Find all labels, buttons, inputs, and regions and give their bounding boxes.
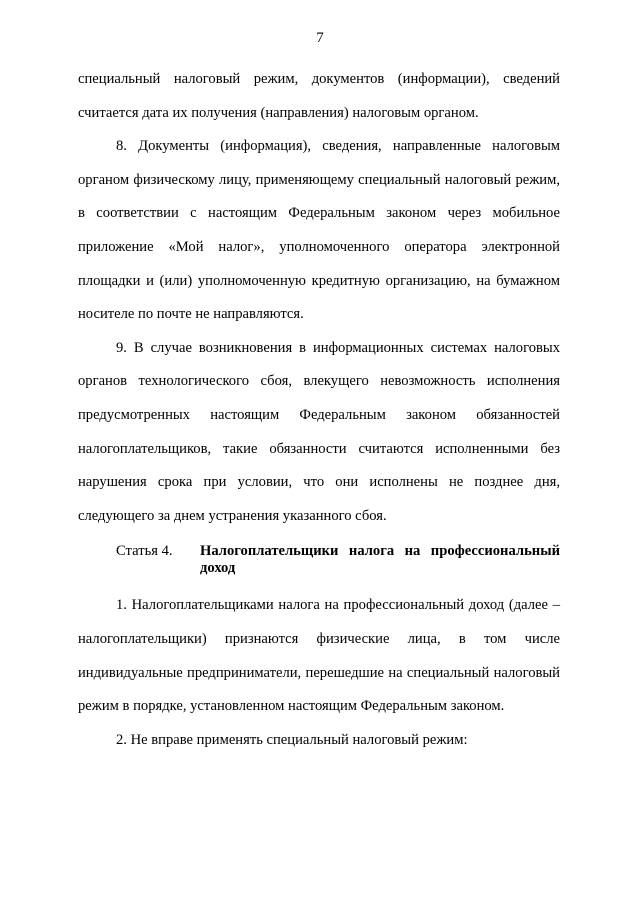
article-title-line-2: доход [200, 560, 236, 577]
article-label: Статья 4. [116, 543, 173, 560]
article-4-paragraph-2: 2. Не вправе применять специальный налоговый режим: [116, 731, 468, 748]
document-body [78, 63, 560, 757]
article-4-heading [78, 543, 560, 577]
article-title [200, 543, 560, 577]
article-4-paragraph-1: 1. Налогоплательщиками налога на профессиональный доход (далее – налогоплательщики) признаются физические лица, в том числе индивидуальные предприниматели, перешедшие на специальный налоговый режим в порядке, установленном настоящим Федеральным законом. [78, 597, 560, 715]
paragraph-8: 8. Документы (информация), сведения, направленные налоговым органом физическому лицу, применяющему специальный налоговый режим, в соответствии с настоящим Федеральным законом через мобильное приложение «Мой налог», уполномоченного оператора электронной площадки и (или) уполномоченную кредитную организацию, на бумажном носителе по почте не направляются. [78, 138, 560, 323]
page-number: 7 [316, 30, 324, 46]
paragraph-9: 9. В случае возникновения в информационных системах налоговых органов технологического сбоя, влекущего невозможность исполнения предусмотренных настоящим Федеральным законом обязанностей налогоплательщиков, такие обязанности считаются исполненными без нарушения срока при условии, что они исполнены не позднее дня, следующего за днем устранения указанного сбоя. [78, 339, 560, 524]
paragraph-continuation: специальный налоговый режим, документов (информации), сведений считается дата их получения (направления) налоговым органом. [78, 71, 560, 121]
article-title-line-1: Налогоплательщики налога на профессиональный [200, 543, 560, 560]
